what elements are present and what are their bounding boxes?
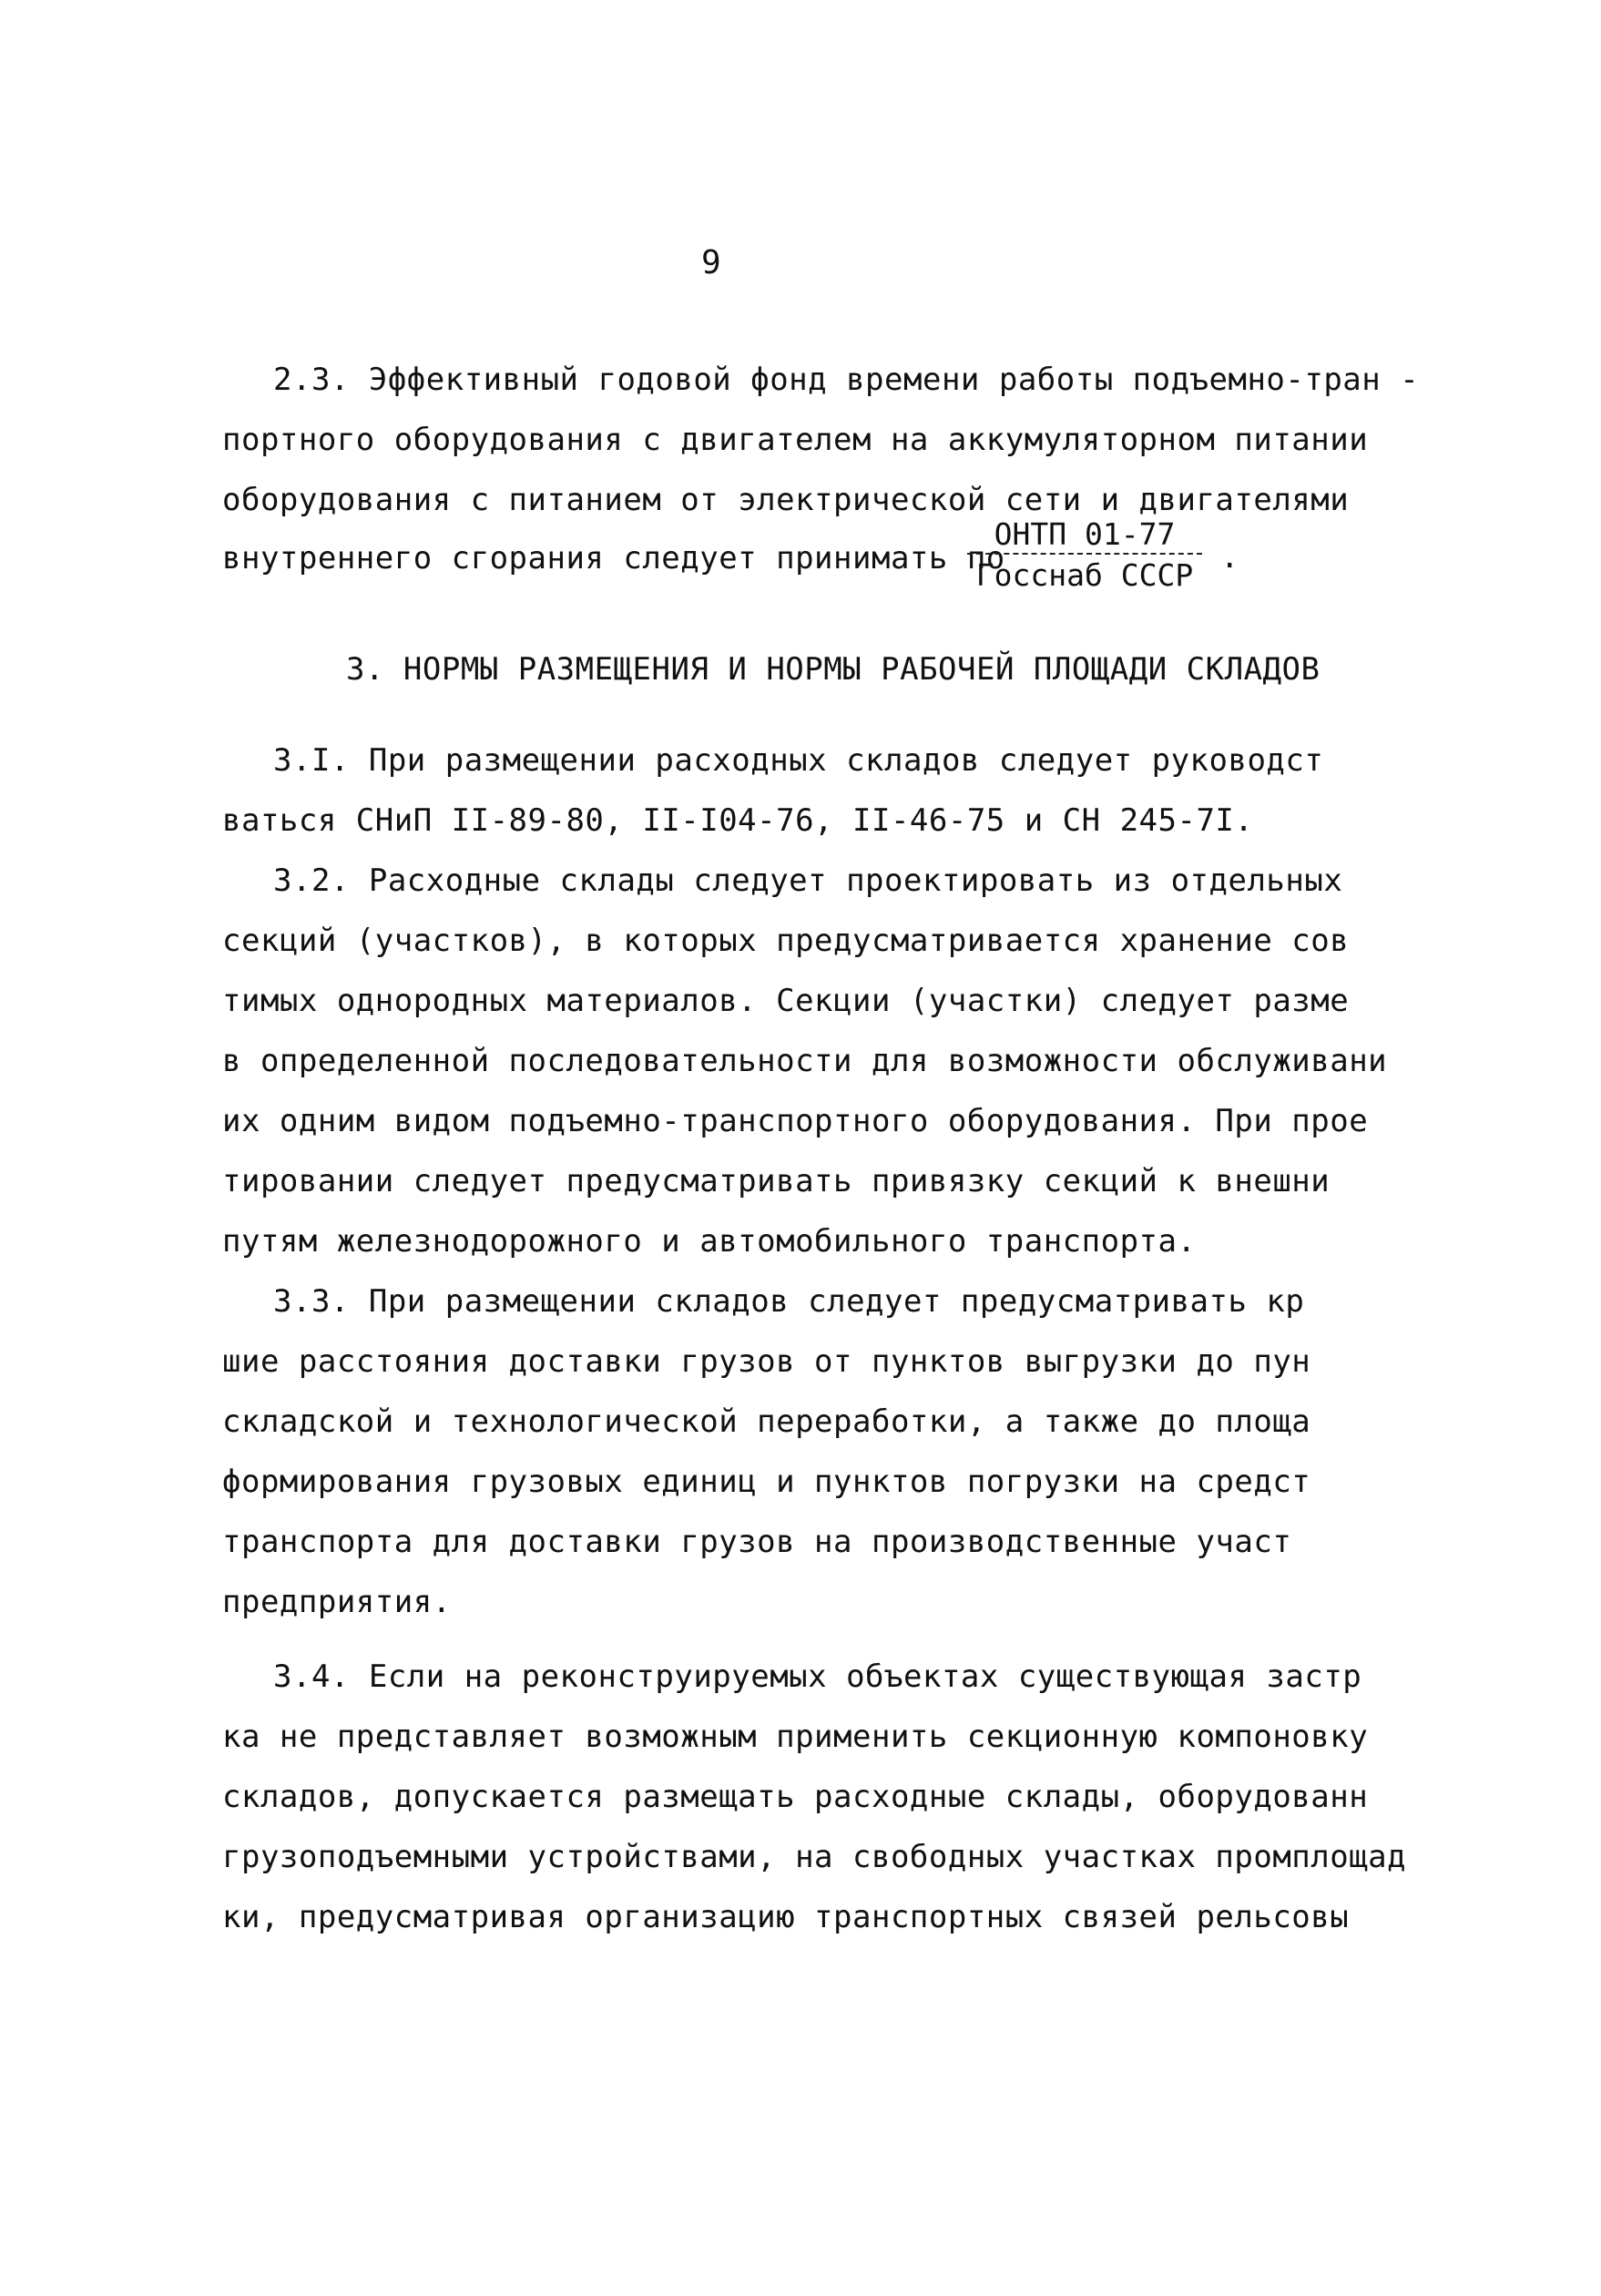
ontp-fraction	[967, 516, 1202, 593]
section-2-3-line-1: 2.3. Эффективный годовой фонд времени работы подъемно-тран -	[273, 362, 1420, 398]
section-2-3-line-2: портного оборудования с двигателем на аккумуляторном питании	[222, 422, 1369, 458]
paragraph-3-2-line-1: 3.2. Расходные склады следует проектировать из отдельных	[273, 862, 1343, 899]
paragraph-3-3-line-5: транспорта для доставки грузов на производственные участ	[222, 1524, 1292, 1560]
section-2-3-line-4: внутреннего сгорания следует принимать по	[222, 540, 1005, 577]
paragraph-3-4-line-2: ка не представляет возможным применить секционную компоновку	[222, 1719, 1369, 1755]
paragraph-3-4-line-1: 3.4. Если на реконструируемых объектах существующая застр	[273, 1658, 1362, 1695]
paragraph-3-3-line-4: формирования грузовых единиц и пунктов погрузки на средст	[222, 1464, 1311, 1500]
paragraph-3-2-line-7: путям железнодорожного и автомобильного транспорта.	[222, 1223, 1197, 1260]
paragraph-3-2-line-5: их одним видом подъемно-транспортного оборудования. При прое	[222, 1103, 1369, 1139]
paragraph-3-4-line-4: грузоподъемными устройствами, на свободных участках промплощад	[222, 1839, 1407, 1875]
paragraph-3-3-line-6: предприятия.	[222, 1584, 452, 1620]
paragraph-3-3-line-1: 3.3. При размещении складов следует предусматривать кр	[273, 1283, 1305, 1320]
paragraph-3-2-line-2: секций (участков), в которых предусматривается хранение сов	[222, 923, 1350, 959]
paragraph-3-4-line-5: ки, предусматривая организацию транспортных связей рельсовы	[222, 1899, 1350, 1935]
paragraph-3-1-line-1: 3.I. При размещении расходных складов следует руководст	[273, 742, 1324, 779]
fraction-numerator: ОНТП 01-77	[967, 519, 1202, 555]
paragraph-3-3-line-3: складской и технологической переработки, а также до площа	[222, 1403, 1311, 1440]
fraction-denominator: Госснаб СССР	[975, 557, 1194, 593]
paragraph-3-2-line-4: в определенной последовательности для возможности обслуживани	[222, 1043, 1388, 1079]
paragraph-3-2-line-6: тировании следует предусматривать привязку секций к внешни	[222, 1163, 1331, 1199]
fraction-trailing-period: .	[1220, 539, 1239, 576]
section-3-heading: 3. НОРМЫ РАЗМЕЩЕНИЯ И НОРМЫ РАБОЧЕЙ ПЛОЩАДИ СКЛАДОВ	[346, 651, 1321, 688]
section-2-3-line-3: оборудования с питанием от электрической сети и двигателями	[222, 482, 1350, 518]
paragraph-3-3-line-2: шие расстояния доставки грузов от пунктов выгрузки до пун	[222, 1343, 1311, 1380]
paragraph-3-2-line-3: тимых однородных материалов. Секции (участки) следует разме	[222, 983, 1350, 1019]
paragraph-3-1-line-2: ваться СНиП II-89-80, II-I04-76, II-46-75 и СН 245-7I.	[222, 802, 1254, 839]
page-number: 9	[701, 244, 721, 281]
paragraph-3-4-line-3: складов, допускается размещать расходные склады, оборудованн	[222, 1779, 1369, 1815]
